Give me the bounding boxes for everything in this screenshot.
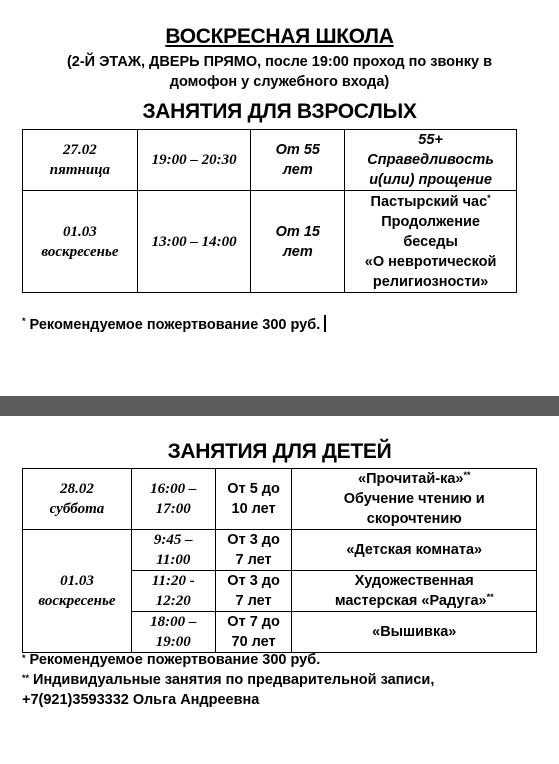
age-unit: лет (282, 162, 313, 178)
topic-line: «О невротической (364, 253, 497, 270)
topic-line: религиозности» (372, 273, 489, 290)
topic-line: беседы (403, 233, 458, 250)
kids-footnote-1 (22, 652, 320, 668)
age-to: 7 лет (235, 552, 272, 568)
table-row (23, 130, 517, 191)
date: 27.02 (63, 142, 97, 158)
topic-line: «Детская комната» (346, 542, 483, 558)
kids-footnote-2 (22, 672, 434, 688)
topic-line: Справедливость (367, 152, 494, 168)
footnote-mark: ** (463, 470, 471, 480)
time-start: 9:45 – (153, 532, 193, 548)
age-cell (215, 612, 292, 653)
age-cell (215, 571, 292, 612)
date: 28.02 (60, 481, 94, 497)
topic-line: Обучение чтению и (343, 491, 485, 507)
age-from: От 55 (275, 142, 320, 158)
topic-line: Художественная (354, 573, 474, 589)
kids-section-title: ЗАНЯТИЯ ДЛЯ ДЕТЕЙ (167, 440, 392, 463)
table-row (23, 530, 537, 571)
page-separator (0, 396, 559, 416)
date: 01.03 (60, 573, 94, 589)
footnote-text: Индивидуальные занятия по предварительной записи, (33, 672, 435, 688)
topic-line: «Вышивка» (372, 624, 457, 640)
weekday: пятница (49, 162, 111, 178)
date-cell (23, 469, 132, 530)
topic-cell (345, 130, 517, 191)
footnote-mark: * (22, 653, 26, 663)
topic-line (294, 469, 534, 489)
topic-cell (292, 469, 537, 530)
age-cell (251, 191, 345, 293)
adults-section-title: ЗАНЯТИЯ ДЛЯ ВЗРОСЛЫХ (142, 100, 417, 123)
time-end: 12:20 (155, 593, 191, 609)
topic-cell (292, 612, 537, 653)
age-from: От 7 до (227, 614, 280, 630)
weekday: суббота (49, 501, 105, 517)
weekday: воскресенье (41, 243, 119, 260)
age-from: От 3 до (227, 573, 280, 589)
school-address-line-1: (2-Й ЭТАЖ, ДВЕРЬ ПРЯМО, после 19:00 проход по звонку в (66, 54, 493, 70)
table-row (23, 469, 537, 530)
time-cell (131, 530, 215, 571)
topic-line: Продолжение (381, 213, 480, 230)
time-cell (131, 571, 215, 612)
school-address-line-2: домофон у служебного входа) (169, 74, 390, 90)
time-end: 19:00 (155, 634, 191, 650)
date-cell (23, 191, 138, 293)
time-end: 17:00 (155, 501, 191, 517)
topic-line (347, 192, 514, 212)
age-from: От 15 (275, 223, 320, 240)
time-start: 16:00 – (150, 481, 197, 497)
topic-cell (345, 191, 517, 293)
topic-cell (292, 530, 537, 571)
kids-footnote-contact: +7(921)3593332 Ольга Андреевна (22, 692, 260, 708)
age-cell (215, 469, 292, 530)
time-end: 11:00 (156, 552, 191, 568)
footnote-mark: ** (486, 592, 494, 602)
adults-schedule-table (22, 129, 517, 293)
age-from: От 3 до (227, 532, 280, 548)
footnote-mark: * (22, 316, 26, 326)
age-unit: лет (282, 243, 313, 260)
time-start: 18:00 – (150, 614, 197, 630)
topic-line: скорочтению (366, 511, 462, 527)
topic-line: 55+ (418, 132, 443, 148)
age-cell (251, 130, 345, 191)
adults-footnote (22, 315, 326, 333)
age-to: 7 лет (235, 593, 272, 609)
time-start: 11:20 - (151, 573, 195, 589)
time-cell (137, 191, 251, 293)
age-from: От 5 до (227, 481, 280, 497)
date: 01.03 (63, 223, 97, 240)
age-to: 10 лет (231, 501, 276, 517)
time-cell (131, 469, 215, 530)
footnote-mark: * (487, 192, 491, 203)
topic-cell (292, 571, 537, 612)
age-to: 70 лет (231, 634, 276, 650)
footnote-text: Рекомендуемое пожертвование 300 руб. (29, 652, 321, 668)
footnote-text: Рекомендуемое пожертвование 300 руб. (29, 317, 321, 333)
weekday: воскресенье (38, 593, 116, 609)
topic-text: «Прочитай-ка» (358, 471, 464, 487)
topic-text: Пастырский час (370, 193, 488, 210)
text-cursor (324, 315, 326, 332)
document-page-2 (0, 416, 559, 764)
topic-line (294, 591, 534, 611)
kids-schedule-table (22, 468, 537, 653)
topic-text: мастерская «Радуга» (334, 593, 487, 609)
table-row (23, 191, 517, 293)
topic-line: и(или) прощение (369, 172, 492, 188)
time: 13:00 – 14:00 (151, 233, 237, 250)
time-cell (131, 612, 215, 653)
footnote-mark: ** (22, 673, 30, 683)
time: 19:00 – 20:30 (151, 152, 237, 168)
date-cell (23, 130, 138, 191)
time-cell (137, 130, 251, 191)
school-title: ВОСКРЕСНАЯ ШКОЛА (165, 25, 394, 48)
date-cell (23, 530, 132, 653)
age-cell (215, 530, 292, 571)
